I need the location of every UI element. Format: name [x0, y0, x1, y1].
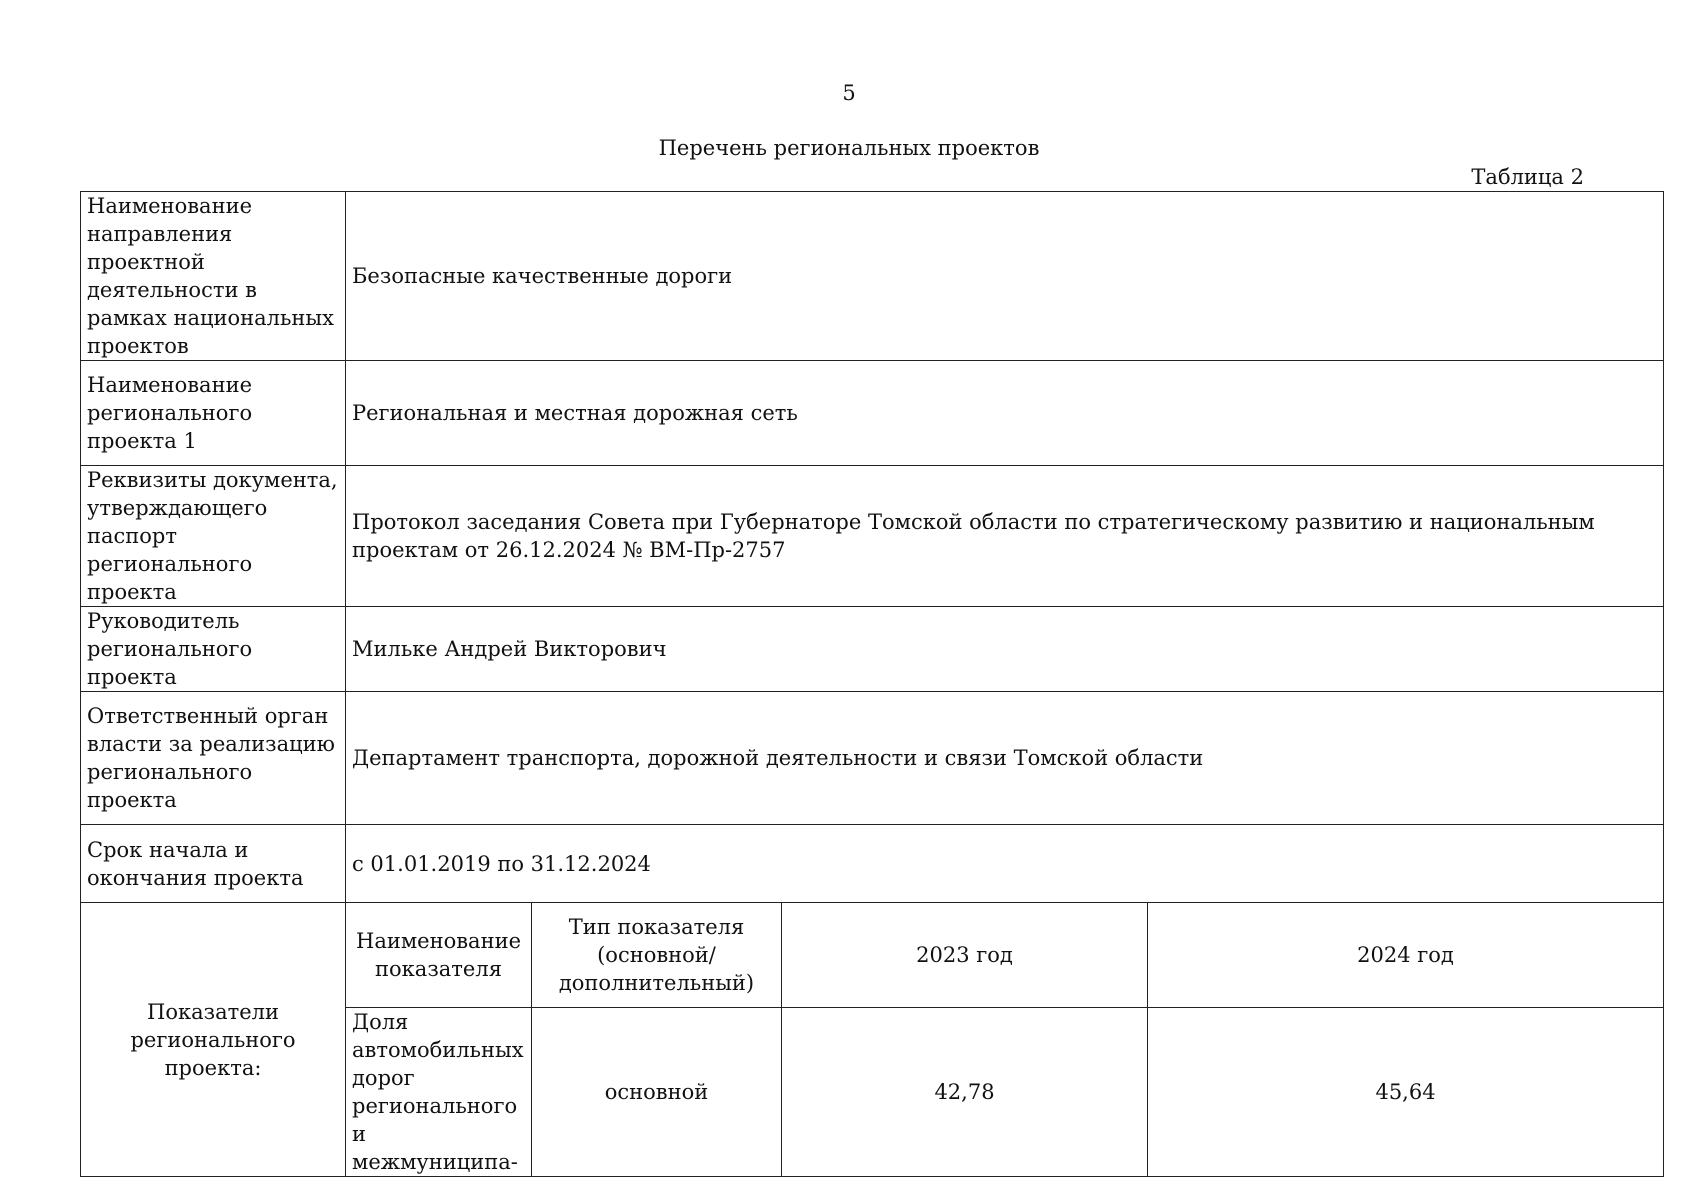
indicators-label: Показатели регионального проекта:	[81, 903, 346, 1177]
row-label-document: Реквизиты документа, утверждающего паспорт регионального проекта	[81, 466, 346, 607]
indicator-type: основной	[532, 1008, 782, 1177]
year-2024-header: 2024 год	[1148, 903, 1664, 1008]
row-value-period: с 01.01.2019 по 31.12.2024	[346, 825, 1664, 903]
regional-projects-table	[80, 191, 1664, 1177]
indicator-value-2024: 45,64	[1148, 1008, 1664, 1177]
table-label: Таблица 2	[1471, 165, 1584, 189]
year-2023-header: 2023 год	[782, 903, 1148, 1008]
table-row	[81, 466, 1664, 607]
row-label-project-name: Наименование регионального проекта 1	[81, 361, 346, 466]
row-label-direction: Наименование направления проектной деятельности в рамках национальных проектов	[81, 192, 346, 361]
row-value-responsible-body: Департамент транспорта, дорожной деятельности и связи Томской области	[346, 692, 1664, 825]
row-label-period: Срок начала и окончания проекта	[81, 825, 346, 903]
row-value-project-name: Региональная и местная дорожная сеть	[346, 361, 1664, 466]
indicator-type-header: Тип показателя (основной/ дополнительный)	[532, 903, 782, 1008]
table-row	[81, 692, 1664, 825]
document-title: Перечень региональных проектов	[658, 136, 1040, 160]
table-row	[81, 825, 1664, 903]
row-value-head: Мильке Андрей Викторович	[346, 607, 1664, 692]
row-label-head: Руководитель регионального проекта	[81, 607, 346, 692]
indicators-header-row	[81, 903, 1664, 1008]
table-row	[81, 361, 1664, 466]
indicator-name-header: Наименование показателя	[346, 903, 532, 1008]
row-value-document: Протокол заседания Совета при Губернаторе Томской области по стратегическому развитию и национальным проектам от 26.12.2024 № ВМ-Пр-2757	[346, 466, 1664, 607]
table-row	[81, 192, 1664, 361]
row-label-responsible-body: Ответственный орган власти за реализацию регионального проекта	[81, 692, 346, 825]
indicator-name: Доля автомобильных дорог регионального и межмуниципа-	[346, 1008, 532, 1177]
indicator-value-2023: 42,78	[782, 1008, 1148, 1177]
page-number: 5	[842, 81, 856, 105]
row-value-direction: Безопасные качественные дороги	[346, 192, 1664, 361]
table-row	[81, 607, 1664, 692]
